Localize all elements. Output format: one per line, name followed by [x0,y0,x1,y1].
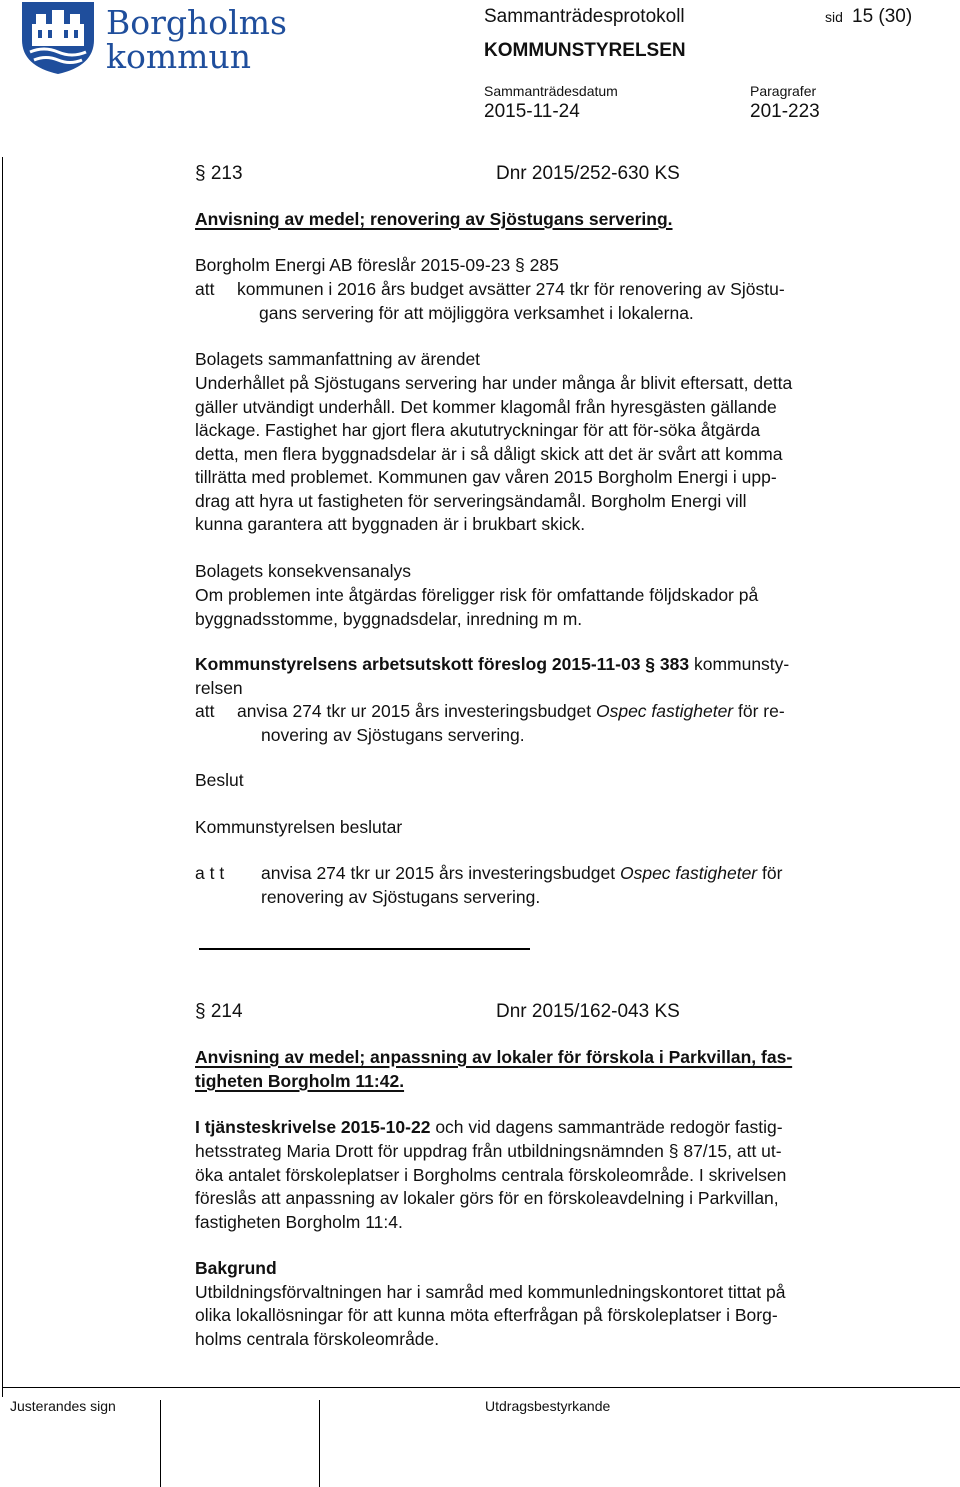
consequence-line: byggnadsstomme, byggnadsdelar, inredning m m. [195,609,583,629]
logo-text-line1: Borgholms [106,3,287,42]
consequence-heading: Bolagets konsekvensanalys [195,561,411,581]
proposal-heading: Borgholm Energi AB föreslår 2015-09-23 § 285 [195,255,559,275]
meeting-date-label: Sammanträdesdatum [484,83,618,99]
intro-line: hetsstrateg Maria Drott för uppdrag från utbildningsnämnden § 87/15, att ut- [195,1141,782,1161]
paragraphs-range: 201-223 [750,101,820,122]
au-att-line2: novering av Sjöstugans servering. [261,725,525,745]
summary-heading: Bolagets sammanfattning av ärendet [195,349,481,369]
proposal-att-line1: kommunen i 2016 års budget avsätter 274 tkr för renovering av Sjöstu- [237,279,785,299]
proposal-att-line2: gans servering för att möjliggöra verksamhet i lokalerna. [259,303,694,323]
summary-line: tillrätta med problemet. Kommunen gav våren 2015 Borgholm Energi i upp- [195,467,777,487]
signature-box-divider [319,1400,320,1487]
intro-line: föreslås att anpassning av lokaler görs för en förskoleavdelning i Parkvillan, [195,1188,779,1208]
summary-line: drag att hyra ut fastigheten för serveringsändamål. Borgholm Energi vill [195,491,747,511]
att-label-3: a t t [195,863,225,883]
consequence-line: Om problemen inte åtgärdas föreligger risk för omfattande följdskador på [195,585,759,605]
board-name: KOMMUNSTYRELSEN [484,40,686,61]
section-number-214: § 214 [195,1001,243,1022]
decision-att-line2: renovering av Sjöstugans servering. [261,887,541,907]
decision-att-text-end: för [757,863,783,883]
document-type: Sammanträdesprotokoll [484,6,685,27]
signature-box-divider [160,1400,161,1487]
att-label-1: att [195,279,215,299]
au-att-line1 [237,700,785,724]
intro-line: fastigheten Borgholm 11:4. [195,1212,403,1232]
page-label: sid [825,9,843,25]
intro-line: öka antalet förskoleplatser i Borgholms centrala förskoleområde. I skrivelsen [195,1165,787,1185]
au-proposal-line1 [195,653,789,677]
section-divider [199,948,530,950]
decision-att-text: anvisa 274 tkr ur 2015 års investeringsbudget [261,863,620,883]
decision-att-line1 [261,862,782,886]
background-line: Utbildningsförvaltningen har i samråd med kommunledningskontoret tittat på [195,1282,786,1302]
section-dnr-213: Dnr 2015/252-630 KS [496,163,680,184]
section-dnr-214: Dnr 2015/162-043 KS [496,1001,680,1022]
background-line: holms centrala förskoleområde. [195,1329,440,1349]
summary-line: kunna garantera att byggnaden är i brukbart skick. [195,514,586,534]
section-title-214-line1: Anvisning av medel; anpassning av lokaler för förskola i Parkvillan, fas- [195,1047,793,1067]
summary-line: Underhållet på Sjöstugans servering har under många år blivit eftersatt, detta [195,373,793,393]
paragraphs-label: Paragrafer [750,83,817,99]
intro-rest: och vid dagens sammanträde redogör fastig- [430,1117,783,1137]
background-heading: Bakgrund [195,1258,277,1278]
decision-att-budget-name: Ospec fastigheter [619,863,758,883]
section-title-214-line2: tigheten Borgholm 11:42. [195,1071,405,1091]
section-title-213: Anvisning av medel; renovering av Sjöstugans servering. [195,209,673,229]
summary-line: detta, men flera byggnadsdelar är i så dåligt skick att det är svårt att komma [195,444,783,464]
coat-of-arms-icon [18,0,98,76]
au-att-text: anvisa 274 tkr ur 2015 års investeringsbudget [237,701,596,721]
summary-line: gäller utvändigt underhåll. Det kommer klagomål från hyresgästen gällande [195,397,777,417]
meeting-date: 2015-11-24 [484,101,580,122]
att-label-2: att [195,701,215,721]
intro-line1 [195,1116,783,1140]
intro-bold: I tjänsteskrivelse 2015-10-22 [195,1117,431,1137]
decision-heading: Beslut [195,770,244,790]
section-number-213: § 213 [195,163,243,184]
extract-certification-label: Utdragsbestyrkande [485,1398,611,1414]
au-proposal-line2: relsen [195,678,243,698]
signature-label: Justerandes sign [10,1398,116,1414]
summary-line: läckage. Fastighet har gjort flera akututryckningar för att för-söka åtgärda [195,420,761,440]
decision-text: Kommunstyrelsen beslutar [195,817,403,837]
au-proposal-bold: Kommunstyrelsens arbetsutskott föreslog 2015-11-03 § 383 [195,654,690,674]
au-att-text-end: för re- [733,701,785,721]
page-frame-left [2,157,3,1397]
au-att-budget-name: Ospec fastigheter [595,701,734,721]
page-number: 15 (30) [852,6,913,27]
logo-text-line2: kommun [106,37,251,76]
au-proposal-rest: kommunsty- [689,654,790,674]
footer-rule [2,1387,960,1388]
municipality-logo [14,0,294,76]
background-line: olika lokallösningar för att kunna möta efterfrågan på förskoleplatser i Borg- [195,1305,778,1325]
